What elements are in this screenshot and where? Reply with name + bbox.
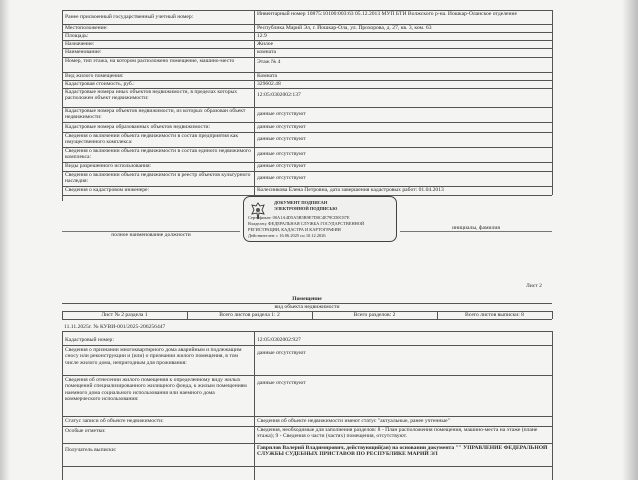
row-label: Вид жилого помещения: xyxy=(65,73,124,79)
row-value: данные отсутствуют xyxy=(257,380,306,386)
total-sections: Всего разделов: 2 xyxy=(353,312,396,318)
row-value: Инвентарный номер 10875:10100:003:63 05.12.2013 МУП БТИ Волжского р-на. Иошкар-Оланское отделение xyxy=(257,11,517,17)
row-label: Кадастровый номер: xyxy=(65,337,114,343)
row-value: Колесникова Елена Петровна, дата завершения кадастровых работ: 01.04.2013 xyxy=(257,187,444,193)
scan-edge-left xyxy=(0,0,10,480)
row-value: 12:05:0302002:137 xyxy=(257,92,301,98)
row-label: Сведения о включении объекта недвижимости в реестр объектов культурного наследия: xyxy=(65,172,251,185)
row-label: Сведения о включении объекта недвижимости в состав единого недвижимого комплекса: xyxy=(65,148,251,161)
row-value: данные отсутствуют xyxy=(257,175,306,181)
row-value: Комната xyxy=(257,73,278,79)
row-value: данные отсутствуют xyxy=(257,163,306,169)
section-subtitle: вид объекта недвижимости xyxy=(274,304,340,310)
row-label: Получатель выписки: xyxy=(65,447,117,453)
stamp-title: ДОКУМЕНТ ПОДПИСАН xyxy=(274,200,328,205)
name-caption: инициалы, фамилия xyxy=(452,225,500,231)
row-value: Республика Марий Эл, г. Йошкар-Ола, ул. Прохорова, д. 27, кв. 3, ком. 63 xyxy=(257,25,432,31)
sheet-number: Лист 2 xyxy=(526,283,542,289)
row-value: Жилое xyxy=(257,41,274,47)
row-value: данные отсутствуют xyxy=(257,151,306,157)
row-value: Гаврилов Валерий Владимирович, действующий(ая) на основании документа "" УПРАВЛЕНИЕ ФЕДЕРАЛЬНОЙ СЛУЖБЫ СУДЕБНЫХ ПРИСТАВОВ ПО РЕСПУБЛИКЕ МАРИЙ ЭЛ xyxy=(257,445,548,458)
row-label: Статус записи об объекте недвижимости: xyxy=(65,418,164,424)
stamp-certificate: Сертификат: 00A1A4D5A5B5B9E7D0C4E79CD0C87E xyxy=(248,215,350,220)
row-value: 329602.48 xyxy=(257,81,281,87)
stamp-validity: Действителен: с 16.06.2025 по 10.12.2026 xyxy=(248,233,326,238)
row-label: Сведения о признании многоквартирного дома аварийным и подлежащим сносу или реконструкции и (или) о признании жилого помещения, в том числе жилого дома, непригодным для проживания: xyxy=(65,347,242,366)
row-value: Этаж № 4 xyxy=(257,59,281,65)
section-title: Помещение xyxy=(292,296,322,302)
total-sheets: Всего листов выписки: 8 xyxy=(465,312,524,318)
row-value: комната xyxy=(257,49,276,55)
stamp-owner: Владелец: ФЕДЕРАЛЬНАЯ СЛУЖБА ГОСУДАРСТВЕННОЙ xyxy=(248,221,365,226)
row-label: Сведения о кадастровом инженере: xyxy=(65,187,150,193)
position-caption: полное наименование должности xyxy=(111,232,191,238)
stamp-subtitle: ЭЛЕКТРОННОЙ ПОДПИСЬЮ xyxy=(274,206,338,211)
row-label: Виды разрешенного использования: xyxy=(65,163,152,169)
sheet-of-section: Лист № 2 раздела 1 xyxy=(101,312,148,318)
row-value: Сведения об объекте недвижимости имеют статус "актуальные, ранее учтенные" xyxy=(257,418,450,424)
row-label: Кадастровая стоимость, руб.: xyxy=(65,81,135,87)
row-value: 12:05:0302002:927 xyxy=(257,337,301,343)
row-label: Номер, тип этажа, на котором расположено помещение, машино-место xyxy=(65,58,235,64)
stamp-owner-cont: РЕГИСТРАЦИИ, КАДАСТРА И КАРТОГРАФИИ xyxy=(248,227,341,232)
row-value: данные отсутствуют xyxy=(257,111,306,117)
row-value: данные отсутствуют xyxy=(257,350,306,356)
row-label: Сведения об отнесении жилого помещения к определенному виду жилых помещений специализированного жилищного фонда, к жилым помещениям наемного дома социального использования или наемного дома коммерческого использования: xyxy=(65,377,247,403)
row-value: данные отсутствуют xyxy=(257,124,306,130)
row-label: Наименование: xyxy=(65,49,102,55)
row-label: Сведения о включении объекта недвижимости в состав предприятия как имущественного комплекса: xyxy=(65,133,239,146)
row-value: 12.9 xyxy=(257,33,267,39)
electronic-signature-stamp xyxy=(243,196,397,242)
date-and-number: 11.11.2025г. № КУВИ-001/2025-206256447 xyxy=(64,324,166,330)
row-label: Кадастровые номера иных объектов недвижимости, в пределах которых расположен объект недвижимости: xyxy=(65,89,238,102)
row-label: Кадастровые номера объектов недвижимости, из которых образован объект недвижимости: xyxy=(65,108,246,121)
row-label: Назначение: xyxy=(65,41,95,47)
total-sheets-section: Всего листов раздела 1: 2 xyxy=(219,312,280,318)
row-label: Кадастровые номера образованных объектов недвижимости: xyxy=(65,124,211,130)
row-label: Особые отметки: xyxy=(65,428,106,434)
row-value: Сведения, необходимые для заполнения разделов: 8 - План расположения помещения, машино-места на этаже (плане этажа); 9 - Сведения о части (частях) помещения, отсутствуют. xyxy=(257,427,538,440)
row-label: Местоположение: xyxy=(65,25,108,31)
row-label: Площадь: xyxy=(65,33,89,39)
scan-edge-right xyxy=(622,0,638,480)
row-label: Ранее присвоенный государственный учетный номер: xyxy=(65,14,194,20)
row-value: данные отсутствуют xyxy=(257,136,306,142)
